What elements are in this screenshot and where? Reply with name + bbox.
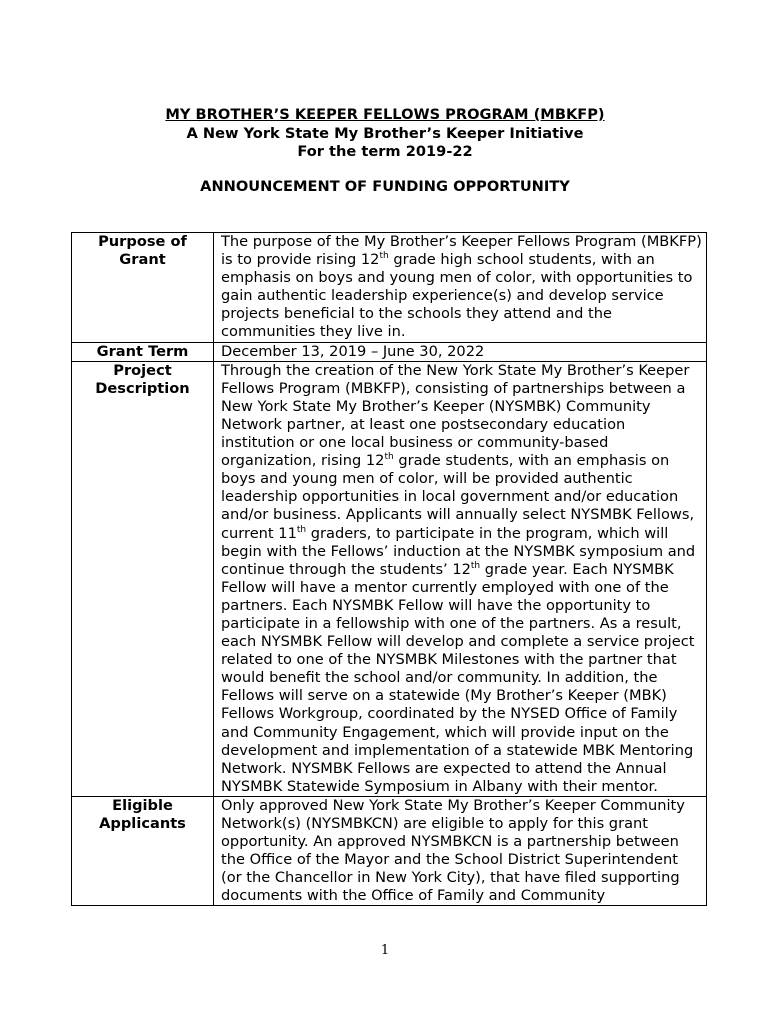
row-value bbox=[214, 342, 707, 361]
page-number: 1 bbox=[380, 943, 390, 958]
table-row bbox=[72, 233, 707, 343]
row-label: Project Description bbox=[72, 361, 214, 796]
initiative-subtitle: A New York State My Brother’s Keeper Initiative bbox=[186, 124, 584, 142]
announcement-heading: ANNOUNCEMENT OF FUNDING OPPORTUNITY bbox=[200, 178, 570, 195]
row-text: graders, to participate in the program, which will begin with the Fellows’ induction at the NYSMBK symposium and continue through the students’ 12 bbox=[221, 524, 696, 578]
ordinal-superscript: th bbox=[384, 452, 394, 463]
term-line: For the term 2019-22 bbox=[297, 143, 473, 160]
row-text: grade high school students, with an emphasis on boys and young men of color, with opportunities to gain authentic leadership experience(s) and develop service projects beneficial to the schools they attend and the communities they live in. bbox=[221, 251, 693, 341]
ordinal-superscript: th bbox=[296, 524, 307, 535]
row-text: grade year. Each NYSMBK Fellow will have a mentor currently employed with one of the partners. Each NYSMBK Fellow will have the opportunity to participate in a fellowship with one of the partners. As a result, each NYSMBK Fellow will develop and complete a service project related to one of the NYSMBK Milestones with the partner that would benefit the school and/or community. In addition, the Fellows will serve on a statewide (My Brother’s Keeper (MBK) Fellows Workgroup, coordinated by the NYSED Office of Family and Community Engagement, which will provide input on the development and implementation of a statewide MBK Mentoring Network. NYSMBK Fellows are expected to attend the Annual NYSMBK Statewide Symposium in Albany with their mentor. bbox=[221, 560, 695, 795]
row-label: Purpose of Grant bbox=[72, 233, 214, 343]
table-row bbox=[72, 796, 707, 906]
ordinal-superscript: th bbox=[379, 251, 389, 262]
row-label: Eligible Applicants bbox=[72, 796, 214, 906]
row-text: Only approved New York State My Brother’s Keeper Community Network(s) (NYSMBKCN) are eligible to apply for this grant opportunity. An approved NYSMBKCN is a partnership between the Office of the Mayor and the School District Superintendent (or the Chancellor in New York City), that have filed supporting documents with the Office of Family and Community bbox=[221, 796, 685, 905]
row-text: grade students, with an emphasis on boys and young men of color, will be provided authentic leadership opportunities in local government and/or education and/or business. Applicants will annually select NYSMBK Fellows, current 11 bbox=[221, 452, 695, 542]
program-title: MY BROTHER’S KEEPER FELLOWS PROGRAM (MBKFP) bbox=[165, 106, 605, 123]
row-text: Through the creation of the New York State My Brother’s Keeper Fellows Program (MBKFP), consisting of partnerships between a New York State My Brother’s Keeper (NYSMBK) Community Network partner, at least one postsecondary education institution or one local business or community-based organization, rising 12 bbox=[221, 361, 690, 470]
ordinal-superscript: th bbox=[470, 560, 481, 571]
row-value bbox=[214, 361, 707, 796]
row-text: December 13, 2019 – June 30, 2022 bbox=[221, 342, 485, 360]
table-row bbox=[72, 361, 707, 796]
row-value bbox=[214, 233, 707, 343]
row-value bbox=[214, 796, 707, 906]
document-header bbox=[0, 106, 770, 162]
row-label: Grant Term bbox=[72, 342, 214, 361]
grant-info-table bbox=[71, 232, 707, 906]
row-text: The purpose of the My Brother’s Keeper Fellows Program (MBKFP) is to provide rising 12 bbox=[221, 233, 702, 269]
table-row bbox=[72, 342, 707, 361]
